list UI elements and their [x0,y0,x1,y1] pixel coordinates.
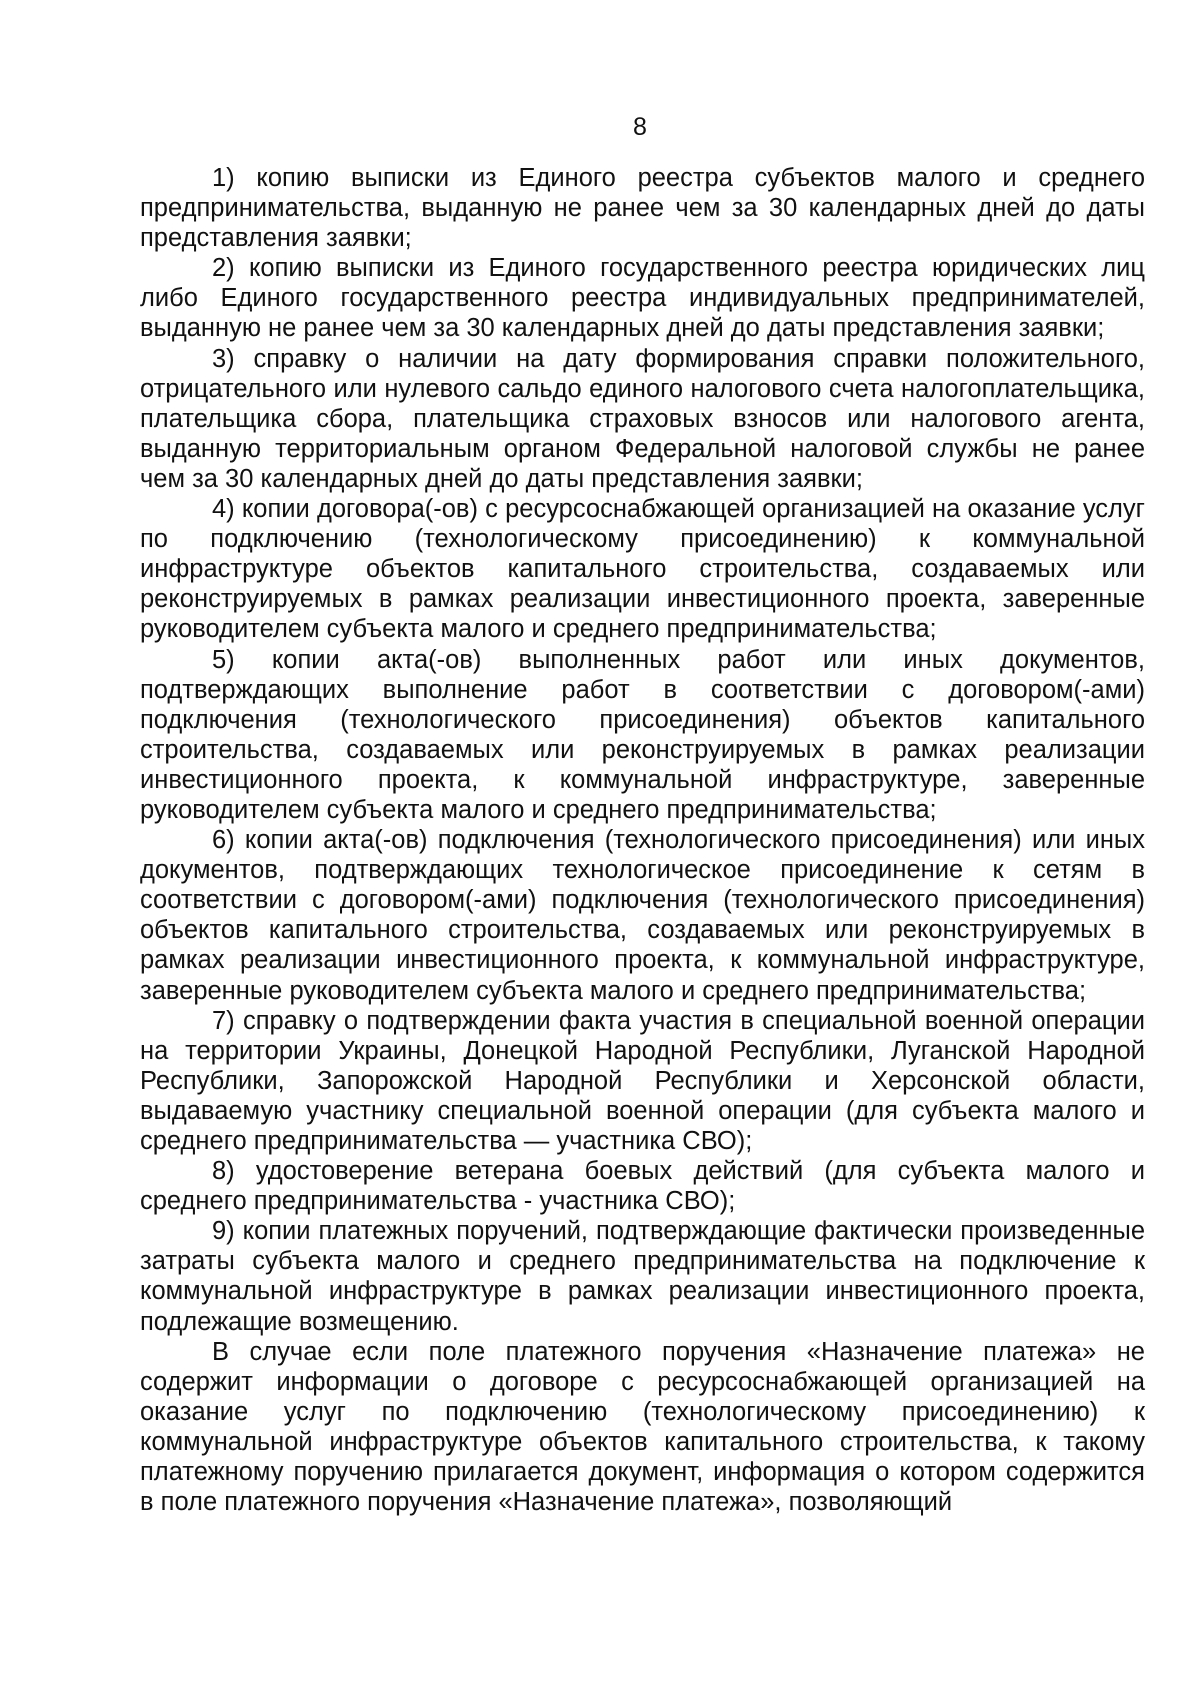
list-item-2-extract-state-registry: 2) копию выписки из Единого государственного реестра юридических лиц либо Единого государственного реестра индивидуальных предпринимателей, выданную не ранее чем за 30 календарных дней до даты представления заявки; [140,254,1145,343]
list-item-8-veteran-certificate: 8) удостоверение ветерана боевых действий (для субъекта малого и среднего предпринимательства - участника СВО); [140,1157,1145,1216]
page-number: 8 [633,113,647,141]
list-item-6-connection-acts: 6) копии акта(-ов) подключения (технологического присоединения) или иных документов, подтверждающих технологическое присоединение к сетям в соответствии с договором(-ами) подключения (технологического присоединения) объектов капитального строительства, создаваемых или реконструируемых в рамках реализации инвестиционного проекта, к коммунальной инфраструктуре, заверенные руководителем субъекта малого и среднего предпринимательства; [140,826,1145,1005]
list-item-1-extract-smb-registry: 1) копию выписки из Единого реестра субъектов малого и среднего предпринимательства, выданную не ранее чем за 30 календарных дней до даты представления заявки; [140,164,1145,253]
list-item-9-payment-orders: 9) копии платежных поручений, подтверждающие фактически произведенные затраты субъекта малого и среднего предпринимательства на подключение к коммунальной инфраструктуре в рамках реализации инвестиционного проекта, подлежащие возмещению. [140,1217,1145,1336]
list-item-4-connection-contracts: 4) копии договора(-ов) с ресурсоснабжающей организацией на оказание услуг по подключению (технологическому присоединению) к коммунальной инфраструктуре объектов капитального строительства, создаваемых или реконструируемых в рамках реализации инвестиционного проекта, заверенные руководителем субъекта малого и среднего предпринимательства; [140,495,1145,644]
paragraph-payment-purpose: В случае если поле платежного поручения «Назначение платежа» не содержит информации о договоре с ресурсоснабжающей организацией на оказание услуг по подключению (технологическому присоединению) к коммунальной инфраструктуре объектов капитального строительства, к такому платежному поручению прилагается документ, информация о котором содержится в поле платежного поручения «Назначение платежа», позволяющий [140,1337,1145,1517]
document-body [140,163,1145,1517]
list-item-5-work-acts: 5) копии акта(-ов) выполненных работ или иных документов, подтверждающих выполнение работ в соответствии с договором(-ами) подключения (технологического присоединения) объектов капитального строительства, создаваемых или реконструируемых в рамках реализации инвестиционного проекта, к коммунальной инфраструктуре, заверенные руководителем субъекта малого и среднего предпринимательства; [140,645,1145,824]
list-item-3-tax-balance-certificate: 3) справку о наличии на дату формирования справки положительного, отрицательного или нулевого сальдо единого налогового счета налогоплательщика, плательщика сбора, плательщика страховых взносов или налогового агента, выданную территориальным органом Федеральной налоговой службы не ранее чем за 30 календарных дней до даты представления заявки; [140,344,1145,493]
list-item-7-svo-participation-certificate: 7) справку о подтверждении факта участия в специальной военной операции на территории Украины, Донецкой Народной Республики, Луганской Народной Республики, Запорожской Народной Республики и Херсонской области, выдаваемую участнику специальной военной операции (для субъекта малого и среднего предпринимательства — участника СВО); [140,1006,1145,1155]
